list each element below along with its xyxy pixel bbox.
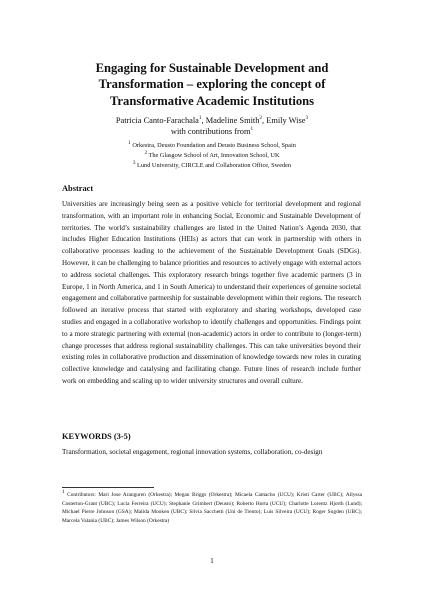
affiliation-list — [40, 141, 384, 171]
keywords-text: Transformation, societal engagement, regional innovation systems, collaboration, co-design — [62, 448, 323, 456]
author-name: Emily Wise — [266, 116, 306, 125]
author-name: Madeline Smith — [205, 116, 260, 125]
author-block — [40, 115, 384, 137]
abstract-heading: Abstract — [62, 184, 94, 193]
footnote-divider — [62, 487, 154, 488]
affiliation-mark: 1 — [198, 115, 202, 122]
keywords-heading: KEYWORDS (3-5) — [62, 432, 131, 441]
abstract-text: Universities are increasingly being seen as a positive vehicle for territorial development and regional transformation, with an important role in enhancing Social, Economic and Sustainable Development of territories. The world’s sustainability challenges are listed in the United Nation’s Agenda 2030, that includes Higher Education Institutions (HEIs) as actors that can work in partnership with others in collaborative processes leading to the achievement of the Sustainable Development Goals (SDGs). However, it can be challenging to balance priorities and resources to actively engage with external actors to address societal challenges. This exploratory research brings together five academic partners (3 in Europe, 1 in North America, and 1 in South America) to understand their experiences of genuine societal engagement and collaborative partnership for sustainable development within their regions. The research followed an iterative process that started with exploratory and sharing workshops, developed case studies and engaged in a collaborative workshop to identify challenges and opportunities. Findings point to a more strategic partnering with external (non-academic) actors in order to contribute to (longer-term) change processes that address regional sustainability challenges. This can take universities beyond their existing roles in collaborative production and dissemination of knowledge towards new roles in curating collective knowledge and catalysing and facilitating change. Future lines of research include further work on embedding and scaling up to wider university structures and overall culture. — [62, 200, 361, 385]
affiliation-mark: 2 — [259, 115, 263, 122]
affiliation-item: $^2$ The Glasgow School of Art, Innovation School, UK — [144, 149, 280, 159]
footnote-text: Contributors: Mari Jose Aranguren (Orkestra); Megan Briggs (Orkestra); Micaela Camacho (UCU); Kristi Carter (UBC); Allyssa Costerton-Grant (UBC); Lucia Ferreira (UCU); Stephanie Grimbert (Deusto); Roberto Horta (UCU); Charlotte Lorentz Hjorth (Lund); Michael Pierre Johnson (GSA); Malida Mooken (UBC); Silvia Sacchetti (Uni de Trento); Luis Silveira (UCU); Roger Sugden (UBC); Marcela Valania (UBC); James Wilson (Orkestra) — [62, 492, 362, 525]
footnote-mark: 1 — [250, 126, 254, 133]
footnote — [62, 491, 362, 526]
affiliation-item: $^1$ Orkestra, Deusto Foundation and Deusto Business School, Spain — [128, 139, 296, 149]
paper-title: Engaging for Sustainable Development and Transformation – exploring the concept of Transformative Academic Institutions — [95, 61, 329, 108]
page-number: 1 — [210, 556, 214, 565]
author-name: Patricia Canto-Farachala — [115, 116, 199, 125]
affiliation-item: $^3$ Lund University, CIRCLE and Collaboration Office, Sweden — [132, 159, 292, 169]
footnote-mark: 1 — [62, 489, 65, 496]
affiliation-mark: 3 — [305, 115, 309, 122]
author-list: Patricia Canto-Farachala$^1$, Madeline Smith$^2$, Emily Wise$^3$ — [115, 115, 309, 125]
contributions-line: with contributions from$^1$ — [170, 126, 254, 136]
